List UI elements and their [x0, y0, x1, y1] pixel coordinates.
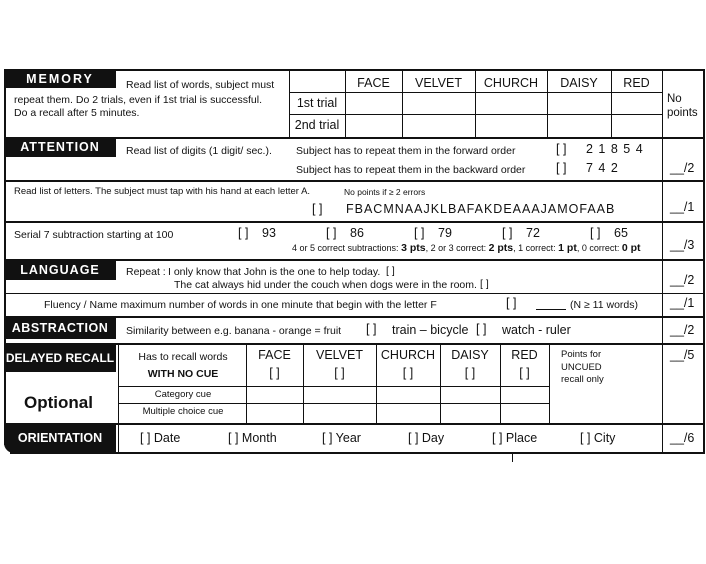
letters-checkbox[interactable]: [ ]	[312, 202, 323, 216]
recall-word-church: CHURCH	[380, 348, 436, 362]
letters-rule: No points if ≥ 2 errors	[344, 187, 426, 197]
multiple-choice-cue-label: Multiple choice cue	[142, 406, 224, 417]
category-cue-label: Category cue	[154, 389, 212, 400]
points-note-3: recall only	[561, 374, 604, 385]
sentence-2-checkbox[interactable]: [ ]	[480, 278, 489, 290]
orientation-item-date[interactable]	[140, 431, 180, 445]
recall-checkbox-red[interactable]: [ ]	[519, 366, 530, 380]
orientation-label-date: Date	[153, 431, 181, 445]
orientation-score: __/6	[670, 431, 695, 445]
recall-checkbox-daisy[interactable]: [ ]	[464, 366, 476, 380]
repeat-score: __/2	[670, 273, 695, 287]
orientation-item-place[interactable]	[492, 431, 537, 445]
backward-checkbox[interactable]: [ ]	[556, 161, 567, 175]
orientation-checkbox-place[interactable]: [ ]	[492, 431, 503, 445]
points-note-1: Points for	[561, 349, 602, 360]
serial-0pt: 0 pt	[621, 242, 641, 254]
orientation-label-year: Year	[335, 431, 361, 445]
serial-value-93: 93	[262, 226, 276, 240]
optional-label: Optional	[24, 393, 93, 412]
digits-score: __/2	[670, 161, 695, 175]
sentence-1-checkbox[interactable]: [ ]	[386, 265, 395, 277]
serial-instruction: Serial 7 subtraction starting at 100	[14, 229, 174, 241]
letters-sequence: FBACMNAAJKLBAFAKDEAAAJAMOFAAB	[346, 202, 616, 216]
attention-digits-instruction: Read list of digits (1 digit/ sec.).	[126, 145, 272, 157]
fluency-score: __/1	[670, 296, 695, 310]
serial-1pt: 1 pt	[558, 242, 577, 254]
repeat-label: Repeat :	[126, 266, 166, 278]
sentence-2: The cat always hid under the couch when dogs were in the room.	[174, 279, 477, 291]
orientation-checkbox-month[interactable]: [ ]	[228, 431, 239, 445]
orientation-label-month: Month	[241, 431, 277, 445]
orientation-checkbox-city[interactable]: [ ]	[580, 431, 591, 445]
memory-instruction-2: repeat them. Do 2 trials, even if 1st trial is successful.	[14, 94, 263, 106]
forward-checkbox[interactable]: [ ]	[556, 142, 567, 156]
abstraction-checkbox-2[interactable]: [ ]	[476, 322, 487, 336]
recall-score: __/5	[670, 348, 695, 362]
serial-checkbox-93[interactable]: [ ]	[238, 226, 249, 240]
sentence-1: I only know that John is the one to help today.	[168, 266, 381, 278]
fluency-text: Fluency / Name maximum number of words in one minute that begin with the letter F	[44, 299, 437, 311]
memory-instruction-1: Read list of words, subject must	[126, 79, 275, 91]
fluency-checkbox[interactable]: [ ]	[506, 296, 517, 310]
memory-word-face: FACE	[357, 76, 390, 90]
letters-instruction: Read list of letters. The subject must tap with his hand at each letter A.	[14, 186, 311, 197]
serial-mid3: , 0 correct:	[576, 243, 620, 253]
memory-word-velvet: VELVET	[414, 76, 462, 90]
abstraction-pair-2: watch - ruler	[502, 323, 571, 337]
abstraction-score: __/2	[670, 323, 695, 337]
orientation-item-year[interactable]	[322, 431, 361, 445]
orientation-item-city[interactable]	[580, 431, 615, 445]
serial-checkbox-79[interactable]: [ ]	[414, 226, 425, 240]
serial-value-79: 79	[438, 226, 452, 240]
serial-scoring-prefix: 4 or 5 correct subtractions:	[292, 243, 399, 253]
orientation-item-month[interactable]	[228, 431, 277, 445]
serial-3pts: 3 pts	[401, 242, 426, 254]
serial-checkbox-65[interactable]: [ ]	[590, 226, 601, 240]
orientation-checkbox-year[interactable]: [ ]	[322, 431, 333, 445]
abstraction-pair-1: train – bicycle	[392, 323, 469, 337]
recall-checkbox-velvet[interactable]: [ ]	[334, 366, 345, 380]
serial-checkbox-86[interactable]: [ ]	[326, 226, 337, 240]
recall-word-daisy: DAISY	[451, 348, 489, 362]
attention-header: ATTENTION	[4, 138, 116, 157]
memory-header: MEMORY	[4, 70, 116, 88]
abstraction-instruction: Similarity between e.g. banana - orange = fruit	[126, 325, 342, 337]
recall-word-face: FACE	[258, 348, 291, 362]
orientation-item-day[interactable]	[408, 431, 444, 445]
orientation-checkbox-date[interactable]: [ ]	[140, 431, 151, 445]
points-note-2: UNCUED	[561, 362, 602, 373]
letters-score: __/1	[670, 200, 695, 214]
serial-value-86: 86	[350, 226, 364, 240]
orientation-label-city: City	[593, 431, 616, 445]
orientation-checkbox-day[interactable]: [ ]	[408, 431, 419, 445]
attention-forward-text: Subject has to repeat them in the forward order	[296, 145, 516, 157]
forward-digits: 2 1 8 5 4	[586, 142, 644, 156]
memory-word-church: CHURCH	[483, 76, 539, 90]
memory-no-points-1: No	[667, 93, 682, 105]
orientation-label-day: Day	[421, 431, 445, 445]
memory-word-red: RED	[623, 76, 650, 90]
serial-mid2: , 1 correct:	[513, 243, 556, 253]
memory-trial-1: 1st trial	[296, 96, 338, 110]
serial-mid1: , 2 or 3 correct:	[425, 243, 487, 253]
recall-checkbox-church[interactable]: [ ]	[402, 366, 414, 380]
recall-word-red: RED	[511, 348, 538, 362]
memory-trial-2: 2nd trial	[294, 118, 340, 132]
memory-instruction-3: Do a recall after 5 minutes.	[14, 107, 140, 119]
fluency-rule: (N ≥ 11 words)	[570, 299, 638, 311]
recall-word-velvet: VELVET	[315, 348, 363, 362]
backward-digits: 7 4 2	[586, 161, 619, 175]
serial-value-72: 72	[526, 226, 540, 240]
orientation-header: ORIENTATION	[4, 424, 116, 453]
serial-score: __/3	[670, 238, 695, 252]
memory-no-points-2: points	[667, 107, 698, 119]
language-header: LANGUAGE	[4, 260, 116, 280]
attention-backward-text: Subject has to repeat them in the backward order	[296, 164, 526, 176]
memory-word-daisy: DAISY	[560, 76, 598, 90]
delayed-instruction-2: WITH NO CUE	[147, 368, 219, 380]
serial-scoring	[292, 242, 641, 254]
delayed-instruction-1: Has to recall words	[138, 351, 228, 363]
orientation-label-place: Place	[505, 431, 538, 445]
recall-checkbox-face[interactable]: [ ]	[269, 366, 280, 380]
abstraction-header: ABSTRACTION	[4, 317, 116, 339]
abstraction-checkbox-1[interactable]: [ ]	[366, 322, 377, 336]
serial-checkbox-72[interactable]: [ ]	[502, 226, 513, 240]
serial-value-65: 65	[614, 226, 628, 240]
delayed-recall-header: DELAYED RECALL	[4, 344, 116, 372]
serial-2pts: 2 pts	[488, 242, 514, 254]
